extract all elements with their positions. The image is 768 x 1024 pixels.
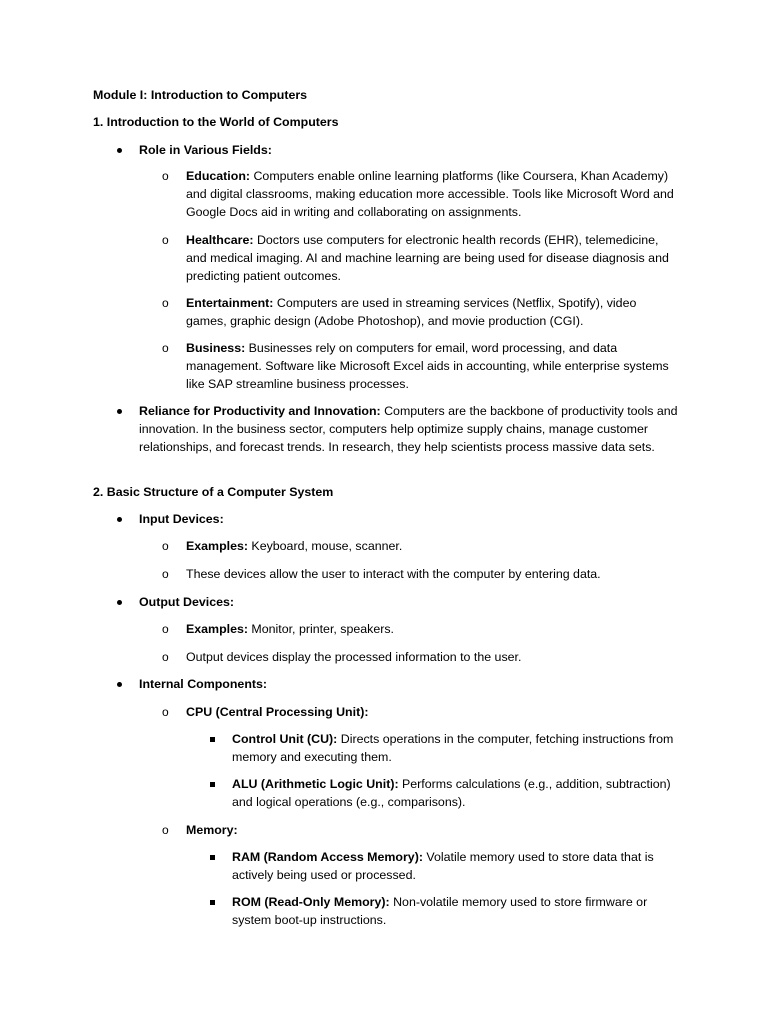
term: Entertainment:	[186, 296, 274, 310]
output-description: Output devices display the processed information to the user.	[186, 650, 522, 664]
bullet-dot-icon	[117, 682, 122, 687]
list-item-education	[186, 168, 676, 221]
list-item-business	[186, 340, 676, 393]
bullet-dot-icon	[117, 600, 122, 605]
list-item-healthcare	[186, 232, 676, 285]
description: Businesses rely on computers for email, word processing, and data management. Software like Microsoft Excel aids in accounting, while enterprise systems like SAP streamline business processes.	[186, 341, 669, 391]
list-item-rom	[232, 894, 677, 930]
circle-bullet-icon: o	[162, 341, 169, 355]
term: Business:	[186, 341, 246, 355]
description: Volatile memory used to store data that is actively being used or processed.	[232, 850, 654, 882]
term: RAM (Random Access Memory):	[232, 850, 423, 864]
module-title: Module I: Introduction to Computers	[93, 88, 308, 102]
term: Reliance for Productivity and Innovation:	[139, 404, 381, 418]
bullet-dot-icon	[117, 148, 122, 153]
role-label: Role in Various Fields:	[139, 143, 272, 157]
square-bullet-icon	[210, 855, 215, 860]
term: Control Unit (CU):	[232, 732, 338, 746]
term: ALU (Arithmetic Logic Unit):	[232, 777, 399, 791]
bullet-dot-icon	[117, 517, 122, 522]
term: Examples:	[186, 622, 248, 636]
section1-heading: 1. Introduction to the World of Computers	[93, 115, 339, 129]
square-bullet-icon	[210, 782, 215, 787]
circle-bullet-icon: o	[162, 650, 169, 664]
circle-bullet-icon: o	[162, 705, 169, 719]
memory-label: Memory:	[186, 823, 238, 837]
input-devices-label: Input Devices:	[139, 512, 224, 526]
description: Directs operations in the computer, fetching instructions from memory and executing them.	[232, 732, 674, 764]
description: Non-volatile memory used to store firmware or system boot-up instructions.	[232, 895, 648, 927]
term: Examples:	[186, 539, 248, 553]
square-bullet-icon	[210, 737, 215, 742]
circle-bullet-icon: o	[162, 622, 169, 636]
term: Education:	[186, 169, 251, 183]
input-description: These devices allow the user to interact with the computer by entering data.	[186, 567, 601, 581]
term: ROM (Read-Only Memory):	[232, 895, 390, 909]
output-devices-label: Output Devices:	[139, 595, 235, 609]
description: Computers are used in streaming services (Netflix, Spotify), video games, graphic design (Adobe Photoshop), and movie production (CGI).	[186, 296, 637, 328]
square-bullet-icon	[210, 900, 215, 905]
description: Computers are the backbone of productivity tools and innovation. In the business sector, computers help optimize supply chains, manage customer relationships, and forecast trends. In research, they help scientists process massive data sets.	[139, 404, 678, 454]
description: Keyboard, mouse, scanner.	[247, 539, 403, 553]
cpu-label: CPU (Central Processing Unit):	[186, 705, 369, 719]
output-examples	[186, 621, 676, 639]
list-item-entertainment	[186, 295, 676, 331]
internal-components-label: Internal Components:	[139, 677, 268, 691]
description: Performs calculations (e.g., addition, subtraction) and logical operations (e.g., comparisons).	[232, 777, 671, 809]
circle-bullet-icon: o	[162, 233, 169, 247]
circle-bullet-icon: o	[162, 296, 169, 310]
description: Monitor, printer, speakers.	[247, 622, 394, 636]
list-item-ram	[232, 849, 677, 885]
circle-bullet-icon: o	[162, 539, 169, 553]
circle-bullet-icon: o	[162, 823, 169, 837]
description: Doctors use computers for electronic health records (EHR), telemedicine, and medical imaging. AI and machine learning are being used for disease diagnosis and predicting patient outcomes.	[186, 233, 669, 283]
list-item-alu	[232, 776, 677, 812]
list-item-control-unit	[232, 731, 677, 767]
list-item-reliance	[139, 403, 679, 456]
section2-heading: 2. Basic Structure of a Computer System	[93, 485, 334, 499]
circle-bullet-icon: o	[162, 567, 169, 581]
term: Healthcare:	[186, 233, 254, 247]
bullet-dot-icon	[117, 409, 122, 414]
input-examples	[186, 538, 676, 556]
description: Computers enable online learning platforms (like Coursera, Khan Academy) and digital classrooms, making education more accessible. Tools like Microsoft Word and Google Docs aid in writing and collaborating on assignments.	[186, 169, 674, 219]
circle-bullet-icon: o	[162, 169, 169, 183]
